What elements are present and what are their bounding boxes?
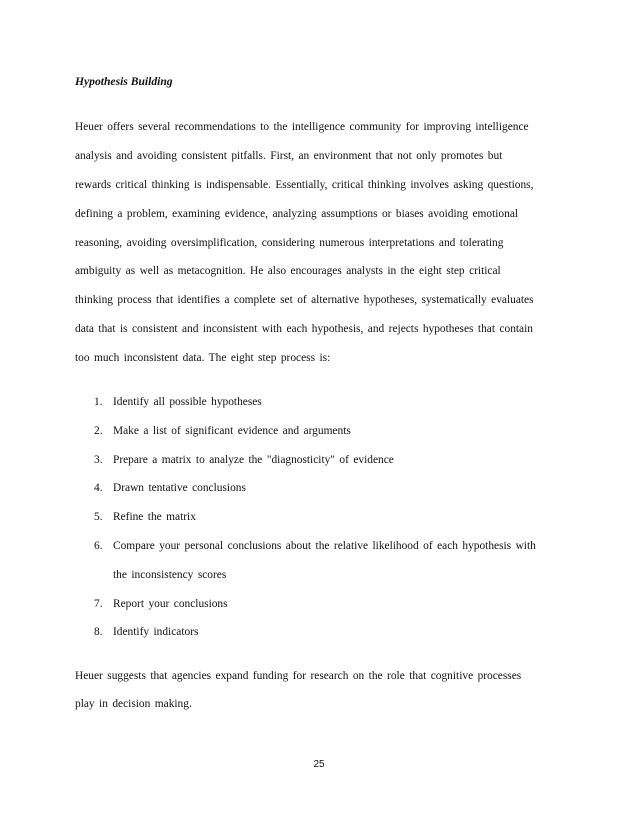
paragraph-line: thinking process that identifies a complete set of alternative hypotheses, systematically evaluates [75, 294, 534, 306]
list-item: Refine the matrix [113, 511, 196, 523]
section-heading: Hypothesis Building [75, 75, 173, 88]
list-item-number: 3. [94, 454, 103, 466]
list-item-number: 2. [94, 425, 103, 437]
paragraph-line: Heuer suggests that agencies expand funding for research on the role that cognitive processes [75, 670, 522, 682]
list-item: Report your conclusions [113, 598, 228, 610]
list-item: Identify indicators [113, 626, 199, 638]
list-item-number: 6. [94, 540, 103, 552]
list-item: Make a list of significant evidence and arguments [113, 425, 351, 437]
list-item-continuation: the inconsistency scores [113, 569, 227, 581]
list-item: Prepare a matrix to analyze the "diagnosticity" of evidence [113, 454, 394, 466]
list-item: Identify all possible hypotheses [113, 396, 262, 408]
paragraph-line: Heuer offers several recommendations to the intelligence community for improving intelligence [75, 121, 529, 133]
page-number: 25 [313, 759, 325, 770]
paragraph-line: rewards critical thinking is indispensable. Essentially, critical thinking involves asking questions, [75, 179, 534, 191]
list-item-number: 7. [94, 598, 103, 610]
list-item-number: 8. [94, 626, 103, 638]
paragraph-line: play in decision making. [75, 698, 192, 710]
list-item-number: 4. [94, 482, 103, 494]
paragraph-line: analysis and avoiding consistent pitfalls. First, an environment that not only promotes but [75, 150, 503, 162]
list-item-number: 5. [94, 511, 103, 523]
list-item: Compare your personal conclusions about the relative likelihood of each hypothesis with [113, 540, 536, 552]
list-item: Drawn tentative conclusions [113, 482, 246, 494]
paragraph-line: too much inconsistent data. The eight step process is: [75, 352, 331, 364]
paragraph-line: data that is consistent and inconsistent with each hypothesis, and rejects hypotheses that contain [75, 323, 533, 335]
paragraph-line: reasoning, avoiding oversimplification, considering numerous interpretations and tolerating [75, 237, 504, 249]
paragraph-line: ambiguity as well as metacognition. He also encourages analysts in the eight step critical [75, 265, 501, 277]
paragraph-line: defining a problem, examining evidence, analyzing assumptions or biases avoiding emotional [75, 208, 519, 220]
list-item-number: 1. [94, 396, 103, 408]
